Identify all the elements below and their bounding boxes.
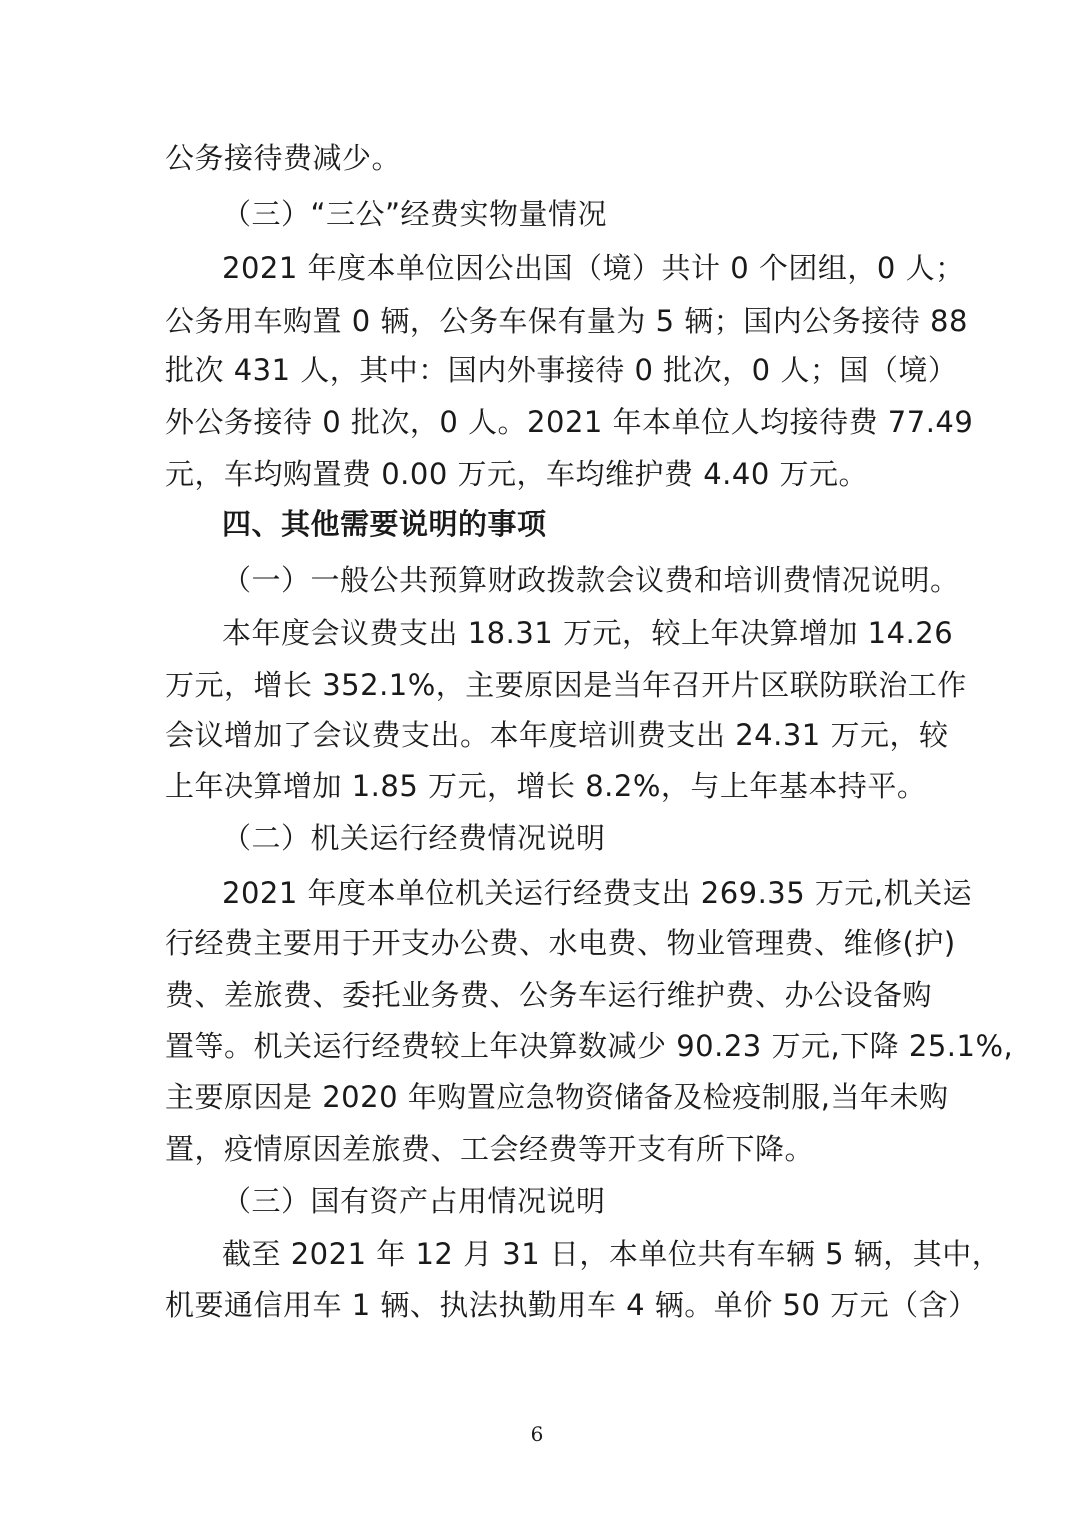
text-line-12: 会议增加了会议费支出。本年度培训费支出 24.31 万元，较 xyxy=(165,718,949,752)
section-heading-4-3: （三）国有资产占用情况说明 xyxy=(222,1184,606,1218)
chapter-heading-4: 四、其他需要说明的事项 xyxy=(222,507,547,541)
page-number: 6 xyxy=(530,1422,544,1446)
text-line-7: 元，车均购置费 0.00 万元，车均维护费 4.40 万元。 xyxy=(165,457,869,491)
text-line-23: 机要通信用车 1 辆、执法执勤用车 4 辆。单价 50 万元（含） xyxy=(165,1288,978,1322)
section-heading-4-1: （一）一般公共预算财政拨款会议费和培训费情况说明。 xyxy=(222,563,960,597)
text-line-17: 费、差旅费、委托业务费、公务车运行维护费、办公设备购 xyxy=(165,978,933,1012)
text-line-15: 2021 年度本单位机关运行经费支出 269.35 万元,机关运 xyxy=(222,876,973,910)
text-line-4: 公务用车购置 0 辆，公务车保有量为 5 辆；国内公务接待 88 xyxy=(165,304,968,338)
text-line-16: 行经费主要用于开支办公费、水电费、物业管理费、维修(护) xyxy=(165,926,956,960)
text-line-5: 批次 431 人，其中：国内外事接待 0 批次，0 人；国（境） xyxy=(165,353,958,387)
section-heading-3-1: （三）“三公”经费实物量情况 xyxy=(222,197,608,231)
text-line-13: 上年决算增加 1.85 万元，增长 8.2%，与上年基本持平。 xyxy=(165,769,927,803)
text-line-18: 置等。机关运行经费较上年决算数减少 90.23 万元,下降 25.1%, xyxy=(165,1029,1014,1063)
text-line-1: 公务接待费减少。 xyxy=(165,141,402,175)
text-line-10: 本年度会议费支出 18.31 万元，较上年决算增加 14.26 xyxy=(222,616,954,650)
text-line-6: 外公务接待 0 批次，0 人。2021 年本单位人均接待费 77.49 xyxy=(165,405,974,439)
section-heading-4-2: （二）机关运行经费情况说明 xyxy=(222,821,606,855)
text-line-22: 截至 2021 年 12 月 31 日，本单位共有车辆 5 辆，其中， xyxy=(222,1237,1002,1271)
text-line-11: 万元，增长 352.1%，主要原因是当年召开片区联防联治工作 xyxy=(165,668,967,702)
text-line-19: 主要原因是 2020 年购置应急物资储备及检疫制服,当年未购 xyxy=(165,1080,949,1114)
text-line-3: 2021 年度本单位因公出国（境）共计 0 个团组，0 人； xyxy=(222,251,965,285)
text-line-20: 置，疫情原因差旅费、工会经费等开支有所下降。 xyxy=(165,1132,815,1166)
